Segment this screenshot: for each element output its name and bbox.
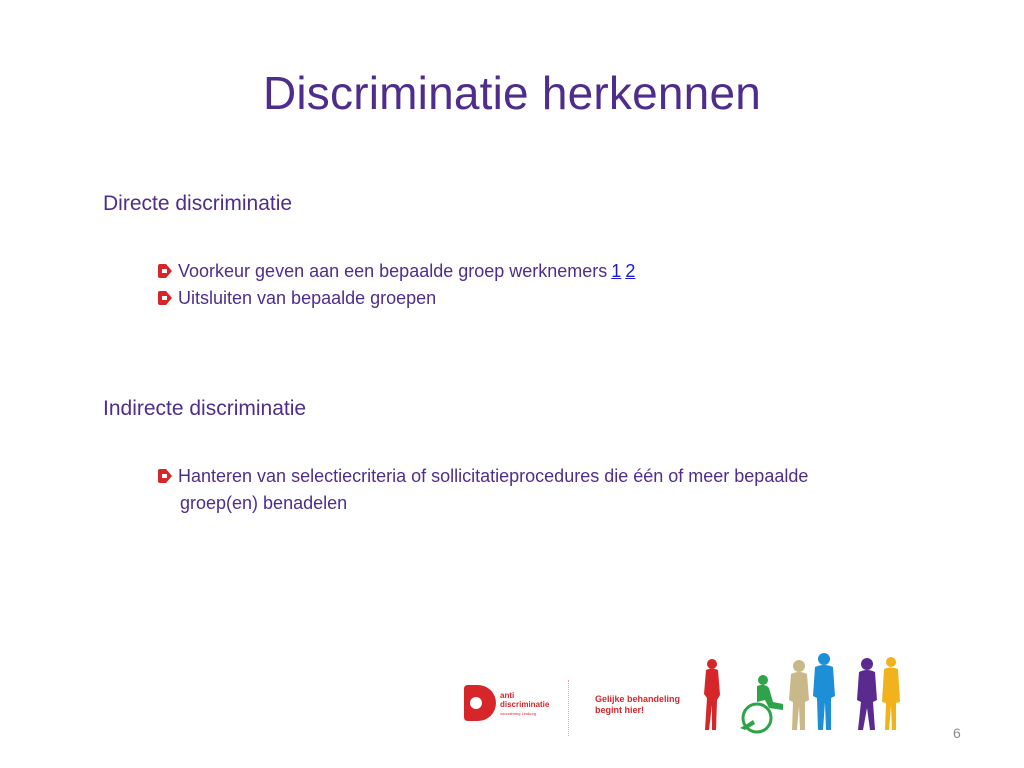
logo-line-2: discriminatie xyxy=(500,700,550,709)
person-silhouette-blue xyxy=(813,653,835,730)
list-item xyxy=(157,285,635,312)
wheelchair-user-icon xyxy=(740,675,783,732)
slogan-line-2: begint hier! xyxy=(595,705,644,715)
slide-title: Discriminatie herkennen xyxy=(262,67,762,119)
slogan-line-1: Gelijke behandeling xyxy=(595,694,681,704)
person-silhouette-purple xyxy=(857,658,877,730)
page-number: 6 xyxy=(953,725,961,741)
bullet-text: Uitsluiten van bepaalde groepen xyxy=(178,288,437,308)
section-heading-direct: Directe discriminatie xyxy=(103,192,293,215)
bullet-list-direct xyxy=(157,258,635,312)
reference-link-2[interactable]: 2 xyxy=(625,261,636,281)
red-arrow-bullet-icon xyxy=(157,469,173,483)
bullet-text: Hanteren van selectiecriteria of sollicitatieprocedures die één of meer bepaalde xyxy=(178,466,809,486)
person-silhouette-yellow xyxy=(882,657,900,730)
bullet-continuation: groep(en) benadelen xyxy=(180,493,348,513)
reference-link-1[interactable]: 1 xyxy=(611,261,622,281)
red-arrow-bullet-icon xyxy=(157,291,173,305)
section-heading-indirect: Indirecte discriminatie xyxy=(103,397,307,420)
person-silhouette-beige xyxy=(789,660,809,730)
footer-divider xyxy=(568,680,570,736)
bullet-text: Voorkeur geven aan een bepaalde groep werknemers xyxy=(178,261,608,281)
logo-line-1: anti xyxy=(500,691,515,700)
logo-line-3: voorziening Limburg xyxy=(500,711,537,716)
list-item xyxy=(157,463,937,490)
person-silhouette-red xyxy=(704,659,720,730)
anti-discriminatie-logo xyxy=(462,685,557,727)
bullet-list-indirect xyxy=(157,463,937,517)
list-item xyxy=(157,258,635,285)
people-silhouettes-illustration xyxy=(695,650,910,735)
red-arrow-bullet-icon xyxy=(157,264,173,278)
footer-slogan xyxy=(595,694,680,716)
